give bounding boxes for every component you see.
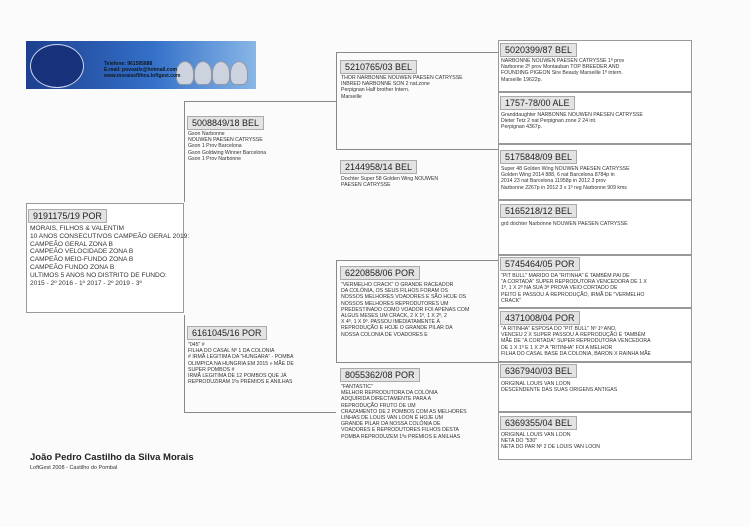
connector-line: [336, 149, 498, 150]
sdd-text: grd dochter Narbonne NOUWEN PAESEN CATRYSSE: [501, 221, 628, 227]
dsd-text: "A RITINHA" ESPOSA DO "PIT BULL" Nº 1º ANO, VENCEU 2 X SUPER PASSOU À REPRODUÇÃO É TAMBÉM MÃE DE "A CORTADA" SUPER REPRODUTORA VENCEDORA DE 1 X 1º E 1 X 2º A "RITINHA" FOI A MELHOR FILHA DO CASAL BASE DA COLONIA, BARON X RAINHA MÃE: [501, 326, 651, 357]
connector-line: [336, 362, 498, 363]
dds-ring: 6367940/03 BEL: [500, 364, 577, 378]
sdd-ring: 5165218/12 BEL: [500, 204, 577, 218]
sds-text: Super 48 Golden Wing NOUWEN PAESEN CATRYSSE Golden Wing 2014 888, 6 nat Barcelona 8784p in 2014 23 nat Barcelona 11958p in 2012 3 prov Narbonne 2267p in 2012 3 x 1º reg Narbonne 909 kms: [501, 166, 630, 191]
owner-address: LoftGest 2008 - Castilho do Pombal: [30, 465, 118, 471]
dsd-ring: 4371008/04 POR: [500, 311, 580, 325]
ddd-text: ORIGINAL LOUIS VAN LOON NETA DO "530" NETA DO PAR Nº 2 DE LOUIS VAN LOON: [501, 432, 601, 451]
subject-text: MORAIS, FILHOS & VALENTIM 10 ANOS CONSECUTIVOS CAMPEÃO GERAL 2019: CAMPEÃO GERAL ZONA B CAMPEÃO VELOCIDADE ZONA B CAMPEÃO MEIO-FUNDO ZONA B CAMPEÃO FUNDO ZONA B ULTIMOS 5 ANOS NO DISTRITO DE FUNDO: 2015 - 2º 2016 - 1º 2017 - 2º 2019 - 3º: [30, 225, 190, 287]
connector-line: [336, 52, 498, 53]
sd-ring: 2144958/14 BEL: [340, 160, 417, 174]
dam-text: "045" # FILHA DO CASAL Nº 1 DA COLONIA # IRMÃ LEGITIMA DA "HUNGARA" - POMBA OLIMPICA NA HUNGRIA EM 2015 » MÃE DE SUPER POMBOS # IRMÃ LEGITIMA DE 12 POMBOS QUE JÁ REPRODUZIRAM 1ºs PRÉMIOS E ANILHAS: [188, 342, 294, 386]
ss-text: THOR NARBONNE NOUWEN PAESEN CATRYSSE INBRED NARBONNE SON 2 nat.zone Perpignan Half brother Intern. Marseille: [341, 75, 463, 100]
dds-text: ORIGINAL LOUIS VAN LOON DESCENDENTE DAS SUAS ORIGENS ANTIGAS: [501, 381, 618, 394]
ssd-ring: 1757-78/00 ALE: [500, 96, 575, 110]
dss-ring: 5745464/05 POR: [500, 257, 580, 271]
sss-ring: 5020399/87 BEL: [500, 43, 577, 57]
club-logo-icon: [30, 44, 84, 88]
pigeon-icon: [194, 61, 212, 85]
ssd-text: Granddaughter NARBONNE NOUWEN PAESEN CATRYSSE Dieter Tetz 2 nat Perpignan zone 2 24 int. Perpignan 4367p.: [501, 112, 643, 131]
dam-ring: 6161045/16 POR: [187, 326, 267, 340]
subject-ring: 9191175/19 POR: [28, 209, 107, 223]
ddd-ring: 6369355/04 BEL: [500, 416, 577, 430]
connector-line: [336, 260, 498, 261]
dd-text: "FANTASTIC" MELHOR REPRODUTORA DA COLÓNIA ADQUIRIDA DIRECTAMENTE PARA A REPRODUÇÃO FRUTO DE UM CRAZAMENTO DE 2 POMBOS COM AS MELHORES LINHAS DE LOUIS VAN LOON É HOJE UM GRANDE PILAR DA NOSSA COLÓNIA DE VOADORES E REPRODUTORES FILHOS DESTA POMBA REPRODUZEM 1ºs PRÉMIOS E ANILHAS: [341, 384, 467, 440]
sire-text: Gson Narbonne NOUWEN PAESEN CATRYSSE Gson 1 Prov Barcelona Gson Goldwing Winner Barcelona Gson 1 Prov Narbonne: [188, 131, 267, 162]
sss-text: NARBONNE NOUWEN PAESEN CATRYSSE 1º prov Narbonne 2º prov Montauban TOP BREEDER AND FOUNDING PIGEON Sire Beauty Marseille 1º intern. Marseille 19622p.: [501, 58, 625, 83]
ds-text: "VERMELHO CRACK" O GRANDE RACEADOR DA COLÓNIA, OS SEUS FILHOS FORAM OS NOSSOS MELHORES VOADORES E SÃO HOJE OS NOSSOS MELHORES REPRODUTORES UM PREDESTINADO COMO VOADOR FOI APENAS COM ALGUS MESES UM CRACK, 2 X 1º, 1 X 2º, 2 X 4º, 1 X 9º. PASSOU IMEDIATAMENTE À REPRODUÇÃO E HOJE O GRANDE PILAR DA NOSSA COLONIA DE VOADORES E: [341, 282, 470, 338]
dss-text: "PIT BULL" MARIDO DA "RITINHA" É TAMBÉM PAI DE "A CORTADA" SUPER REPRODUTORA VENCEDORA DE 1 X 1º, 1 X 2º NA SUA 3ª PROVA VEIO CORTADO DE PEITO E PASSOU À REPRODUÇÃO, IRMÃ DE "VERMELHO CRACK": [501, 273, 647, 304]
sd-text: Dochter Super 58 Golden Wing NOUWEN PAESEN CATRYSSE: [341, 176, 439, 189]
sds-ring: 5175848/09 BEL: [500, 150, 577, 164]
dd-ring: 8055362/08 POR: [340, 368, 420, 382]
ss-ring: 5210765/03 BEL: [340, 60, 417, 74]
owner-name: João Pedro Castilho da Silva Morais: [30, 452, 194, 463]
connector-line: [336, 52, 337, 150]
pigeon-icon: [212, 61, 230, 85]
breeder-banner: [26, 41, 256, 89]
pigeon-icon: [230, 61, 248, 85]
ds-ring: 6220858/06 POR: [340, 266, 420, 280]
sire-ring: 5008849/18 BEL: [187, 116, 264, 130]
banner-contact: Telefone: 961585888 E-mail: povoatlx@hotmail.com www.moraisefilhos.loftgest.com: [104, 61, 181, 79]
connector-line: [336, 260, 337, 362]
